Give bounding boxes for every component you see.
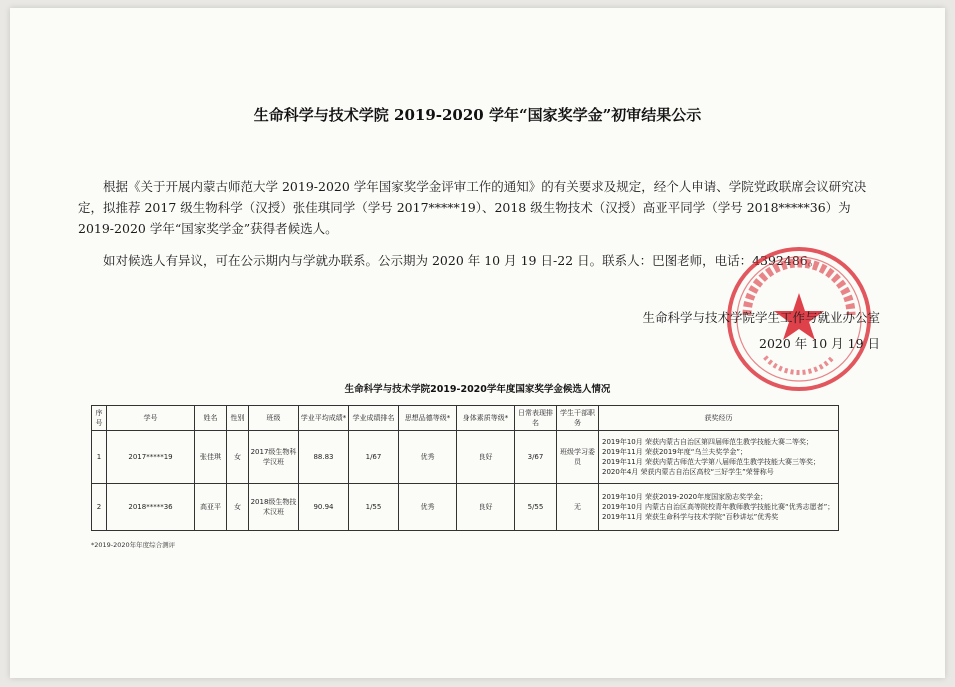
header-avg: 学业平均成绩* xyxy=(299,406,349,431)
signature-date: 2020 年 10 月 19 日 xyxy=(759,336,880,351)
document-title: 生命科学与技术学院 2019-2020 学年“国家奖学金”初审结果公示 xyxy=(253,106,702,124)
cell-name: 高亚平 xyxy=(195,484,227,531)
cell-daily: 5/55 xyxy=(515,484,557,531)
candidate-table xyxy=(91,405,839,531)
cell-gender: 女 xyxy=(227,431,249,484)
header-gender: 性别 xyxy=(227,406,249,431)
header-physical: 身体素质等级* xyxy=(457,406,515,431)
header-no: 序号 xyxy=(92,406,107,431)
cell-post: 班级学习委员 xyxy=(557,431,599,484)
cell-no: 2 xyxy=(92,484,107,531)
award-line: 2019年10月 内蒙古自治区高等院校青年教师教学技能比赛“优秀志愿者”； xyxy=(602,503,835,511)
body-paragraph-1: 根据《关于开展内蒙古师范大学 2019-2020 学年国家奖学金评审工作的通知》的有关要求及规定，经个人申请、学院党政联席会议研究决定，拟推荐 2017 级生物科学（汉授）张佳琪同学（学号 2017*****19）、2018 级生物技术（汉授）高亚平同学（学号 2018*****36）为 2019-2020 学年“国家奖学金”获得者候选人。 xyxy=(78,179,867,236)
header-id: 学号 xyxy=(107,406,195,431)
cell-awards xyxy=(599,431,839,484)
award-line: 2019年10月 荣获内蒙古自治区第四届师范生教学技能大赛二等奖； xyxy=(602,438,813,446)
cell-gender: 女 xyxy=(227,484,249,531)
table-footnote: *2019-2020年年度综合测评 xyxy=(91,541,176,549)
award-line: 2020年4月 荣获内蒙古自治区高校“三好学生”荣誉称号 xyxy=(602,468,774,476)
cell-daily: 3/67 xyxy=(515,431,557,484)
cell-physical: 良好 xyxy=(457,484,515,531)
cell-avg: 90.94 xyxy=(299,484,349,531)
header-rank: 学业成绩排名 xyxy=(349,406,399,431)
header-awards: 获奖经历 xyxy=(599,406,839,431)
award-line: 2019年11月 荣获2019年度“乌兰夫奖学金”； xyxy=(602,448,748,456)
award-line: 2019年10月 荣获2019-2020年度国家励志奖学金； xyxy=(602,493,768,501)
table-row xyxy=(92,484,839,531)
cell-post: 无 xyxy=(557,484,599,531)
signature-office: 生命科学与技术学院学生工作与就业办公室 xyxy=(642,310,880,325)
cell-id: 2017*****19 xyxy=(107,431,195,484)
cell-class: 2018级生物技术汉班 xyxy=(249,484,299,531)
table-header-row xyxy=(92,406,839,431)
cell-id: 2018*****36 xyxy=(107,484,195,531)
cell-name: 张佳琪 xyxy=(195,431,227,484)
cell-class: 2017级生物科学汉班 xyxy=(249,431,299,484)
header-class: 班级 xyxy=(249,406,299,431)
award-line: 2019年11月 荣获生命科学与技术学院“百秒讲坛”优秀奖 xyxy=(602,513,779,521)
header-post: 学生干部职务 xyxy=(557,406,599,431)
cell-moral: 优秀 xyxy=(399,484,457,531)
table-title: 生命科学与技术学院2019-2020学年度国家奖学金候选人情况 xyxy=(344,384,611,395)
body-paragraph-2: 如对候选人有异议，可在公示期内与学就办联系。公示期为 2020 年 10 月 19 日-22 日。联系人：巴图老师，电话：4392486。 xyxy=(103,253,821,268)
award-line: 2019年11月 荣获内蒙古师范大学第八届师范生教学技能大赛三等奖； xyxy=(602,458,820,466)
cell-moral: 优秀 xyxy=(399,431,457,484)
cell-awards xyxy=(599,484,839,531)
cell-rank: 1/55 xyxy=(349,484,399,531)
cell-avg: 88.83 xyxy=(299,431,349,484)
header-moral: 思想品德等级* xyxy=(399,406,457,431)
cell-no: 1 xyxy=(92,431,107,484)
cell-physical: 良好 xyxy=(457,431,515,484)
header-name: 姓名 xyxy=(195,406,227,431)
table-row xyxy=(92,431,839,484)
cell-rank: 1/67 xyxy=(349,431,399,484)
header-daily: 日常表现排名 xyxy=(515,406,557,431)
